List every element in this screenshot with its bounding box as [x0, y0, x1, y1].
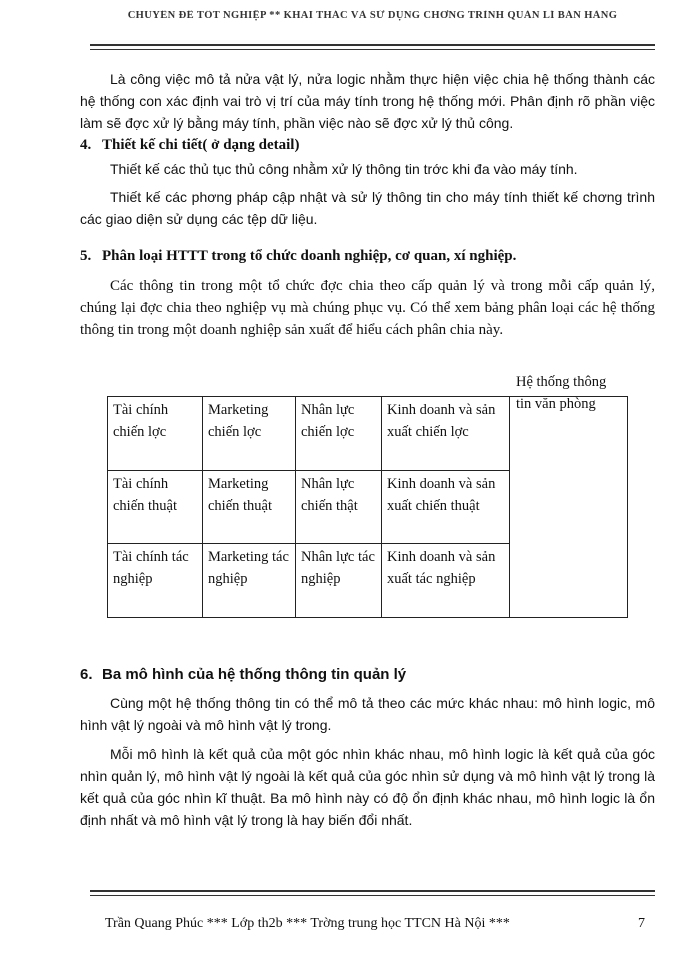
table-cell: Kinh doanh và sản xuất tác nghiệp: [382, 544, 510, 618]
footer-text: Trần Quang Phúc *** Lớp th2b *** Trờng trung học TTCN Hà Nội ***: [105, 916, 510, 931]
section-4-paragraph-1: Thiết kế các thủ tục thủ công nhằm xử lý thông tin trớc khi đa vào máy tính.: [110, 161, 578, 177]
is-classification-table: [107, 374, 628, 618]
table-cell: Tài chính chiến thuật: [108, 470, 203, 544]
footer-rule: [90, 890, 655, 896]
table-cell: Nhân lực chiến thật: [296, 470, 382, 544]
section-4-paragraph-2: Thiết kế các phơng pháp cập nhật và sử lý thông tin cho máy tính thiết kế chơng trình các giao diện sử dụng các tệp dữ liệu.: [80, 189, 655, 227]
section-6-number: 6.: [80, 666, 93, 683]
section-6-title: Ba mô hình của hệ thống thông tin quản lý: [102, 666, 407, 683]
section-4-title: Thiết kế chi tiết( ở dạng detail): [102, 137, 300, 153]
section-5-paragraph: Các thông tin trong một tổ chức đợc chia theo cấp quản lý và trong mỗi cấp quản lý, chúng lại đợc chia theo nghiệp vụ mà chúng phục vụ. Có thể xem bảng phân loại các hệ thống thông tin trong một doanh nghiệp sản xuất để hiểu cách phân chia này.: [80, 278, 655, 338]
table-cell: Nhân lực chiến lợc: [296, 397, 382, 471]
table-cell: Kinh doanh và sản xuất chiến lợc: [382, 397, 510, 471]
section-5-title: Phân loại HTTT trong tổ chức doanh nghiệp, cơ quan, xí nghiệp.: [102, 248, 517, 264]
table-cell: Kinh doanh và sản xuất chiến thuật: [382, 470, 510, 544]
running-header: CHUYÊN ĐỀ TỐT NGHIỆP ** KHAI THÁC VÀ SỬ DỤNG CHƠNG TRÌNH QUẢN LÍ BÁN HÀNG: [127, 10, 618, 21]
table-cell: Marketing chiến lợc: [203, 397, 296, 471]
office-system-label: Hệ thống thông tin văn phòng: [516, 374, 607, 412]
table-cell: Marketing tác nghiệp: [203, 544, 296, 618]
section-4-heading: [80, 137, 655, 154]
table-row: [108, 397, 628, 471]
header-rule: [90, 44, 655, 50]
table-cell: Tài chính tác nghiệp: [108, 544, 203, 618]
intro-paragraph: Là công việc mô tả nửa vật lý, nửa logic nhằm thực hiện việc chia hệ thống thành các hệ thống con xác định vai trò vị trí của máy tính trong hệ thống mới. Phân định rõ phần việc làm sẽ đợc xử lý bằng máy tính, phần việc nào sẽ đợc xử lý thủ công.: [80, 71, 655, 131]
section-6-paragraph-2: Mỗi mô hình là kết quả của một góc nhìn khác nhau, mô hình logic là kết quả của góc nhìn quản lý, mô hình vật lý ngoài là kết quả của góc nhìn sử dụng và mô hình vật lý trong là kết quả của góc nhìn kĩ thuật. Ba mô hình này có độ ổn định khác nhau, mô hình logic là ổn định nhất và mô hình vật lý trong là hay biến đổi nhất.: [80, 746, 655, 828]
table-cell: Marketing chiến thuật: [203, 470, 296, 544]
table-cell: Tài chính chiến lợc: [108, 397, 203, 471]
section-5-number: 5.: [80, 248, 92, 264]
section-4-number: 4.: [80, 137, 92, 153]
section-6-heading: [80, 666, 655, 683]
office-system-cell: [510, 374, 628, 618]
section-6-paragraph-1: Cùng một hệ thống thông tin có thể mô tả theo các mức khác nhau: mô hình logic, mô hình vật lý ngoài và mô hình vật lý trong.: [80, 695, 655, 733]
page-number: 7: [638, 916, 645, 931]
section-5-heading: [80, 248, 655, 265]
table-cell: Nhân lực tác nghiệp: [296, 544, 382, 618]
